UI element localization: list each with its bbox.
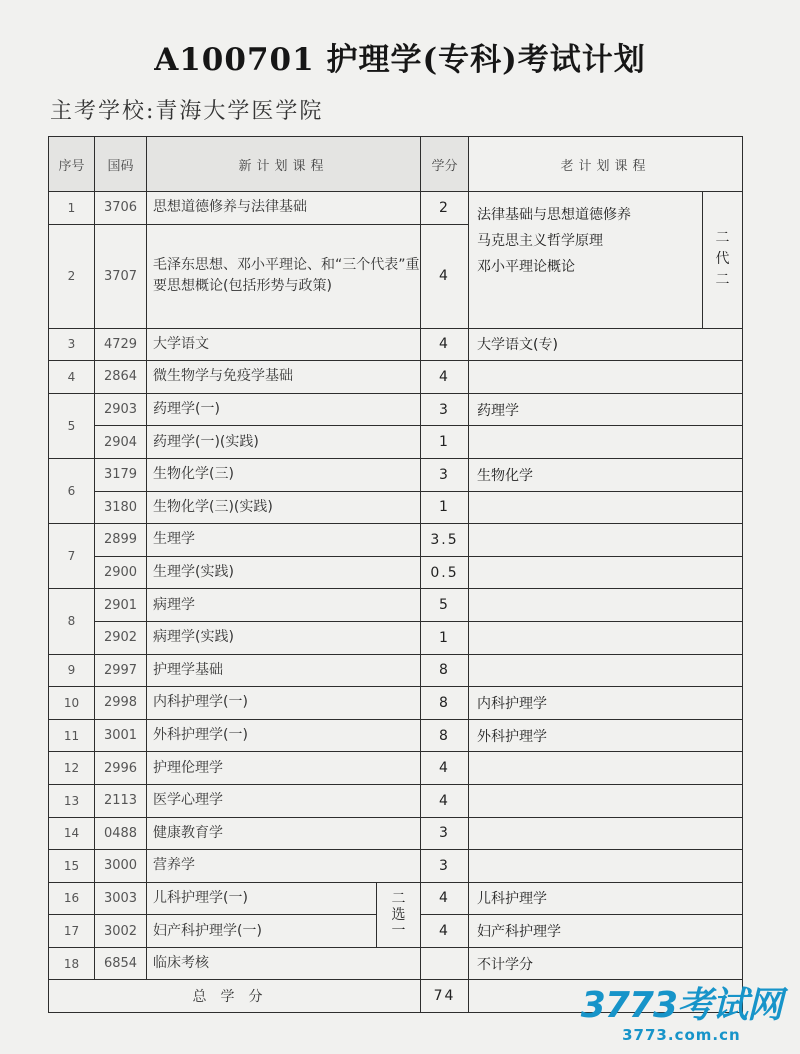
old-course-cell	[469, 589, 743, 622]
watermark-logo: 3773考试网	[580, 985, 782, 1026]
table-row	[49, 524, 743, 557]
code-cell: 2903	[95, 393, 147, 426]
credit-cell: 3.5	[421, 524, 469, 557]
seq-cell: 1	[49, 192, 95, 225]
table-row	[49, 882, 743, 915]
credit-cell: 8	[421, 687, 469, 720]
seq-cell: 2	[49, 224, 95, 328]
table-row	[49, 491, 743, 524]
credit-cell: 4	[421, 328, 469, 361]
old-course-cell	[469, 524, 743, 557]
course-name-cell: 生物化学(三)	[147, 458, 421, 491]
table-row	[49, 458, 743, 491]
table-row	[49, 784, 743, 817]
course-name-cell: 护理学基础	[147, 654, 421, 687]
table-row	[49, 426, 743, 459]
choice-note: 二选一	[391, 890, 406, 939]
code-cell: 2901	[95, 589, 147, 622]
course-name-cell: 生理学(实践)	[147, 556, 421, 589]
seq-cell: 3	[49, 328, 95, 361]
code-cell: 3179	[95, 458, 147, 491]
credit-cell: 3	[421, 458, 469, 491]
code-cell: 2902	[95, 621, 147, 654]
old-course-item: 马克思主义哲学原理	[477, 233, 604, 249]
seq-cell: 13	[49, 784, 95, 817]
seq-cell: 16	[49, 882, 95, 915]
old-course-cell: 药理学	[469, 393, 743, 426]
table-row	[49, 850, 743, 883]
credit-cell: 0.5	[421, 556, 469, 589]
total-credit: 74	[421, 980, 469, 1013]
course-name-cell: 药理学(一)(实践)	[147, 426, 421, 459]
credit-cell: 1	[421, 426, 469, 459]
credit-cell: 4	[421, 915, 469, 948]
credit-cell: 8	[421, 654, 469, 687]
total-label: 总学分	[49, 980, 421, 1013]
credit-cell: 4	[421, 224, 469, 328]
group-note: 二代二	[715, 230, 730, 289]
page-title: A100701 护理学(专科)考试计划	[154, 42, 646, 78]
exam-plan-table	[48, 136, 743, 1013]
course-name-cell: 营养学	[147, 850, 421, 883]
table-row	[49, 947, 743, 980]
code-cell: 2998	[95, 687, 147, 720]
credit-cell: 4	[421, 882, 469, 915]
credit-cell	[421, 947, 469, 980]
course-name-cell: 儿科护理学(一)	[147, 882, 377, 915]
table-row	[49, 192, 743, 225]
credit-cell: 3	[421, 817, 469, 850]
code-cell: 3180	[95, 491, 147, 524]
seq-cell: 4	[49, 361, 95, 394]
code-cell: 0488	[95, 817, 147, 850]
course-name-cell: 妇产科护理学(一)	[147, 915, 377, 948]
old-course-cell	[469, 426, 743, 459]
table-row	[49, 393, 743, 426]
code-cell: 2864	[95, 361, 147, 394]
course-name-cell: 病理学(实践)	[147, 621, 421, 654]
credit-cell: 3	[421, 393, 469, 426]
code-cell: 3002	[95, 915, 147, 948]
table-row	[49, 621, 743, 654]
seq-cell: 17	[49, 915, 95, 948]
header-credit: 学分	[421, 137, 469, 192]
course-name-cell: 微生物学与免疫学基础	[147, 361, 421, 394]
old-course-cell: 内科护理学	[469, 687, 743, 720]
seq-cell: 5	[49, 393, 95, 458]
code-cell: 2997	[95, 654, 147, 687]
old-course-cell: 儿科护理学	[469, 882, 743, 915]
old-course-cell: 外科护理学	[469, 719, 743, 752]
code-cell: 2899	[95, 524, 147, 557]
table-row	[49, 589, 743, 622]
old-course-cell	[469, 817, 743, 850]
old-course-item: 邓小平理论概论	[477, 259, 576, 275]
code-cell: 2113	[95, 784, 147, 817]
group-note-cell	[703, 192, 743, 329]
table-row	[49, 752, 743, 785]
credit-cell: 1	[421, 621, 469, 654]
credit-cell: 3	[421, 850, 469, 883]
old-course-cell	[469, 850, 743, 883]
credit-cell: 8	[421, 719, 469, 752]
old-course-cell: 生物化学	[469, 458, 743, 491]
course-name-cell: 病理学	[147, 589, 421, 622]
code-cell: 3001	[95, 719, 147, 752]
code-cell: 3706	[95, 192, 147, 225]
course-name-cell: 药理学(一)	[147, 393, 421, 426]
course-name-cell: 外科护理学(一)	[147, 719, 421, 752]
old-course-group-cell	[469, 192, 703, 329]
old-course-cell	[469, 784, 743, 817]
seq-cell: 9	[49, 654, 95, 687]
table-row	[49, 687, 743, 720]
watermark-url: 3773.com.cn	[622, 1026, 741, 1044]
header-new-course: 新计划课程	[147, 137, 421, 192]
course-name-cell: 思想道德修养与法律基础	[147, 192, 421, 225]
course-name-cell: 大学语文	[147, 328, 421, 361]
course-name-cell: 生理学	[147, 524, 421, 557]
course-name-cell: 健康教育学	[147, 817, 421, 850]
old-course-cell: 妇产科护理学	[469, 915, 743, 948]
old-course-cell	[469, 556, 743, 589]
old-course-cell: 大学语文(专)	[469, 328, 743, 361]
table-row	[49, 556, 743, 589]
code-cell: 3707	[95, 224, 147, 328]
code-cell: 2900	[95, 556, 147, 589]
seq-cell: 10	[49, 687, 95, 720]
table-row	[49, 817, 743, 850]
choice-note-cell	[377, 882, 421, 947]
code-cell: 2996	[95, 752, 147, 785]
header-code: 国码	[95, 137, 147, 192]
old-course-item: 法律基础与思想道德修养	[477, 207, 632, 223]
seq-cell: 18	[49, 947, 95, 980]
seq-cell: 12	[49, 752, 95, 785]
table-row	[49, 654, 743, 687]
table-row	[49, 719, 743, 752]
course-name-cell: 医学心理学	[147, 784, 421, 817]
old-course-cell	[469, 491, 743, 524]
code-cell: 6854	[95, 947, 147, 980]
seq-cell: 11	[49, 719, 95, 752]
old-course-cell	[469, 654, 743, 687]
course-name-cell: 毛泽东思想、邓小平理论、和“三个代表”重要思想概论(包括形势与政策)	[147, 224, 421, 328]
old-course-cell	[469, 752, 743, 785]
credit-cell: 4	[421, 752, 469, 785]
credit-cell: 5	[421, 589, 469, 622]
table-row	[49, 361, 743, 394]
seq-cell: 6	[49, 458, 95, 523]
old-course-cell	[469, 621, 743, 654]
course-name-cell: 生物化学(三)(实践)	[147, 491, 421, 524]
seq-cell: 7	[49, 524, 95, 589]
credit-cell: 4	[421, 361, 469, 394]
seq-cell: 15	[49, 850, 95, 883]
site-watermark	[581, 986, 782, 1044]
exam-school: 主考学校:青海大学医学院	[50, 99, 324, 124]
table-row	[49, 328, 743, 361]
course-name-cell: 内科护理学(一)	[147, 687, 421, 720]
course-name-cell: 护理伦理学	[147, 752, 421, 785]
code-cell: 2904	[95, 426, 147, 459]
credit-cell: 1	[421, 491, 469, 524]
code-cell: 4729	[95, 328, 147, 361]
old-course-cell	[469, 361, 743, 394]
course-name-cell: 临床考核	[147, 947, 421, 980]
credit-cell: 4	[421, 784, 469, 817]
seq-cell: 14	[49, 817, 95, 850]
code-cell: 3003	[95, 882, 147, 915]
old-course-cell: 不计学分	[469, 947, 743, 980]
credit-cell: 2	[421, 192, 469, 225]
header-seq: 序号	[49, 137, 95, 192]
header-old-course: 老计划课程	[469, 137, 743, 192]
seq-cell: 8	[49, 589, 95, 654]
code-cell: 3000	[95, 850, 147, 883]
